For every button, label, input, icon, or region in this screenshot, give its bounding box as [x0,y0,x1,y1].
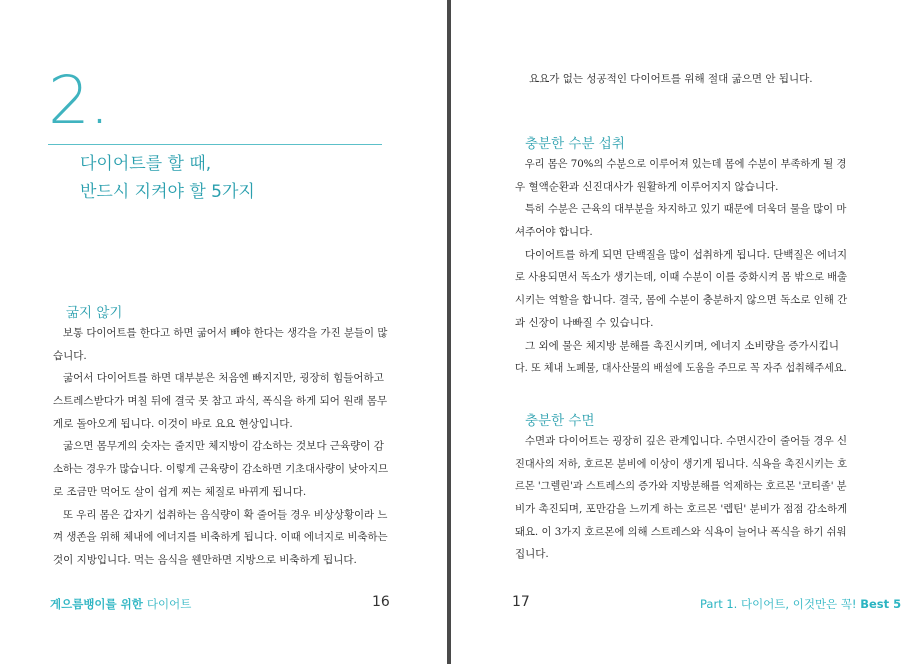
text-line: 돼요. 이 3가지 호르몬에 의해 스트레스와 식욕이 늘어나 폭식을 하기 쉬워 [515,525,847,538]
chapter-title-line: 다이어트를 할 때, [80,154,212,174]
section-body-sleep [515,430,858,566]
text-line: 수면과 다이어트는 굉장히 깊은 관계입니다. 수면시간이 줄어들 경우 신 [524,435,848,447]
text-line: 굶으면 몸무게의 숫자는 줄지만 체지방이 감소하는 것보다 근육량이 감 [63,440,384,453]
right-page [451,0,901,664]
text-line: 소하는 경우가 많습니다. 이렇게 근육량이 감소하면 기초대사량이 낮아지므 [53,463,389,476]
chapter-divider [48,144,382,145]
footer-part-title-main: Part 1. 다이어트, 이것만은 꼭! [700,597,861,611]
text-line: 것이 지방입니다. 먹는 음식을 웬만하면 지방으로 비축하게 됩니다. [53,553,357,566]
text-line: 과 신장이 나빠질 수 있습니다. [515,316,654,329]
text-line: 진대사의 저하, 호르몬 분비에 이상이 생기게 됩니다. 식욕을 촉진시키는 호 [515,457,848,470]
text-line: 우 혈액순환과 신진대사가 원활하게 이루어지지 않습니다. [515,180,779,193]
section-heading-hydration: 충분한 수분 섭취 [525,136,625,152]
footer-book-title-main: 게으름뱅이를 위한 [50,597,147,611]
text-line: 르몬 '그렐린'과 스트레스의 증가와 지방분해를 억제하는 호르몬 '코티졸' 분 [515,480,847,493]
section-heading-no-fasting: 굶지 않기 [66,305,123,321]
text-line: 로 조금만 먹어도 살이 쉽게 찌는 체질로 바뀌게 됩니다. [53,485,307,498]
footer-part-title [700,596,901,612]
text-line: 특히 수분은 근육의 대부분을 차지하고 있기 때문에 더욱더 물을 많이 마 [524,203,847,216]
text-line: 다. 또 체내 노폐물, 대사산물의 배설에 도움을 주므로 꼭 자주 섭취해주세요. [515,362,847,375]
left-page [0,0,447,664]
text-line: 습니다. [53,349,87,362]
text-line: 시키는 역할을 합니다. 결국, 몸에 수분이 충분하지 않으면 독소로 인해 간 [515,294,848,307]
text-line: 그 외에 물은 체지방 분해를 촉진시키며, 에너지 소비량을 증가시킵니 [525,339,840,352]
section-body-hydration [515,153,863,380]
text-line: 다이어트를 하게 되면 단백질을 많이 섭취하게 됩니다. 단백질은 에너지 [524,248,848,261]
footer-book-title-sub: 다이어트 [146,597,192,611]
text-line: 또 우리 몸은 갑자기 섭취하는 음식량이 확 줄어들 경우 비상상황이라 느 [62,508,388,521]
text-line: 셔주어야 합니다. [515,226,593,239]
chapter-title-line: 반드시 지켜야 할 5가지 [80,182,255,202]
intro-line [529,68,813,91]
text-line: 보통 다이어트를 한다고 하면 굶어서 빼야 한다는 생각을 가진 분들이 많 [62,327,388,339]
text-line: 껴 생존을 위해 체내에 에너지를 비축하게 됩니다. 이때 에너지로 비축하는 [53,531,388,544]
section-heading-sleep: 충분한 수면 [525,413,595,429]
chapter-number: 2. [48,62,109,139]
page-number-left: 16 [372,594,390,610]
text-line: 로 사용되면서 독소가 생기는데, 이때 수분이 이를 중화시켜 몸 밖으로 배출 [515,271,848,284]
chapter-title [80,150,255,206]
text-line: 비가 촉진되며, 포만감을 느끼게 하는 호르몬 '렙틴' 분비가 점점 감소하게 [515,503,848,516]
text-line: 게로 돌아오게 됩니다. 이것이 바로 요요 현상입니다. [53,417,293,430]
section-body-no-fasting [53,322,394,572]
footer-part-title-emphasis: Best 5 [860,597,901,611]
text-line: 스트레스받다가 며칠 뒤에 결국 못 참고 과식, 폭식을 하게 되어 원래 몸무 [53,395,388,408]
text-line: 굶어서 다이어트를 하면 대부분은 처음엔 빠지지만, 굉장히 힘들어하고 [63,372,384,385]
text-line: 집니다. [515,548,549,561]
text-line: 우리 몸은 70%의 수분으로 이루어져 있는데 몸에 수분이 부족하게 될 경 [524,158,847,170]
text-line: 요요가 없는 성공적인 다이어트를 위해 절대 굶으면 안 됩니다. [529,73,813,85]
footer-book-title [50,596,191,612]
page-number-right: 17 [512,594,530,610]
